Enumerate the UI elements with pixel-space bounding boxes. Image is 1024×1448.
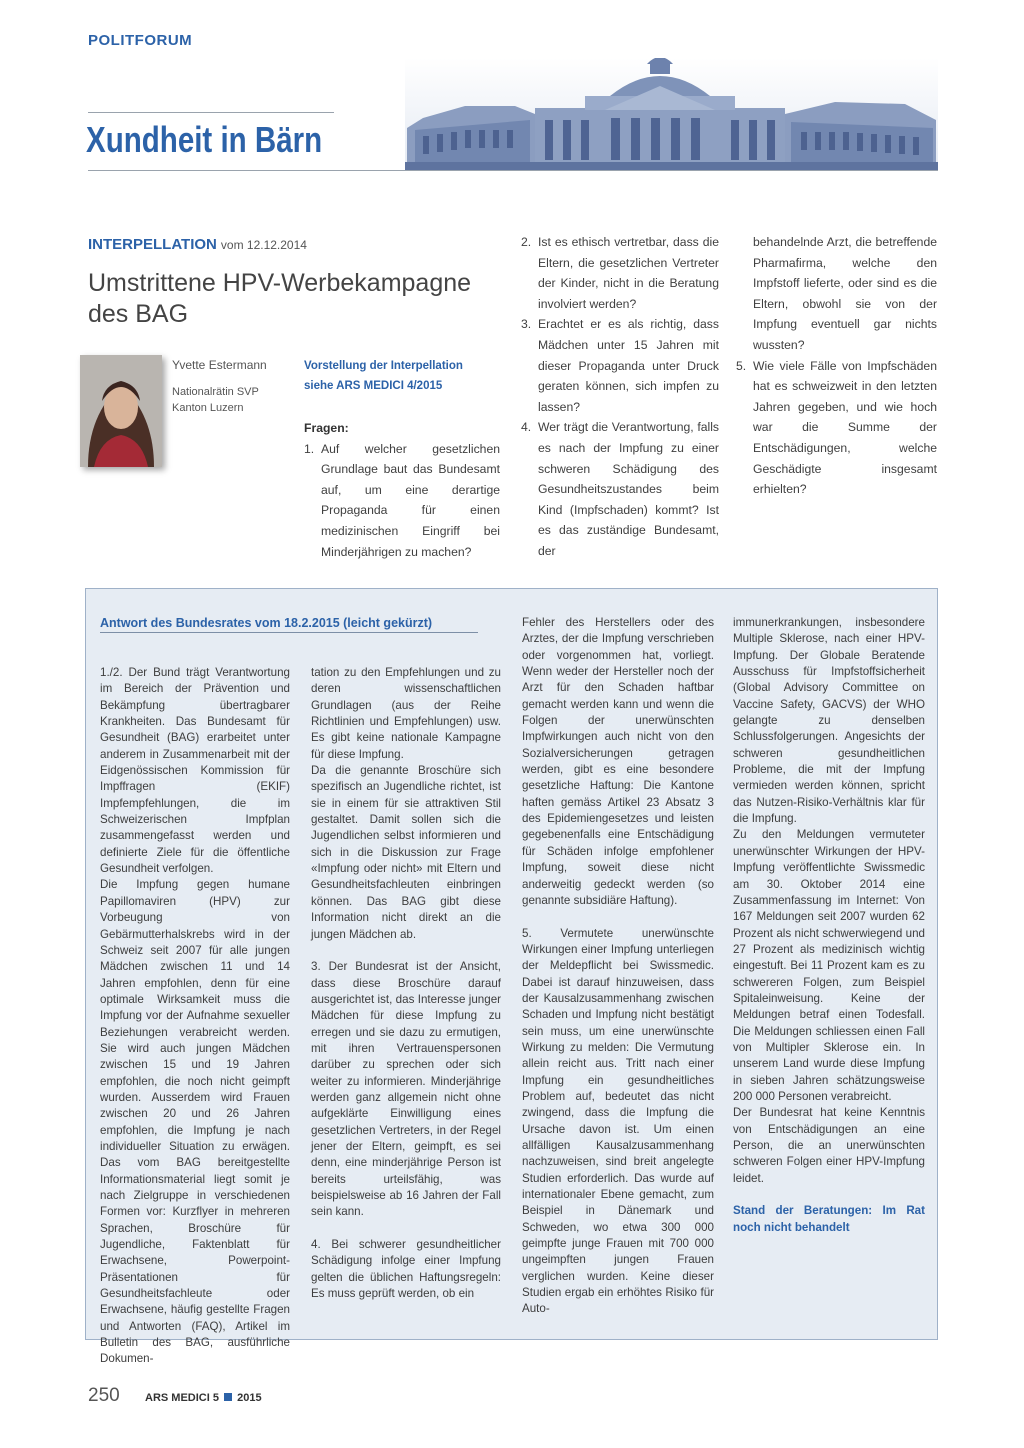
title-rule [88, 112, 334, 113]
question-list-3 [736, 356, 937, 500]
page-title: Xundheit in Bärn [86, 119, 323, 160]
question-column-1 [304, 418, 500, 562]
interpellation-intro [304, 356, 504, 396]
section-label: POLITFORUM [88, 32, 193, 49]
answer-paragraph: Fehler des Herstellers oder des Arztes, der die Impfung verschrieben oder vorgenommen hat, vorliegt. Wenn weder der Hersteller noch der Arzt für den Schaden haftbar gemacht werden kann und wenn die Folgen der unerwünschten Impfwirkungen auch nicht von den Sozialversicherungen getragen werden, gibt es eine besondere gesetzliche Haftung: Die Kantone haften gemäss Artikel 23 Absatz 3 des Epidemiengesetzes und leisten gegebenenfalls eine Entschädigung für Schäden infolge empfohlener Impfung, soweit diese nicht anderweitig gedeckt werden (so genannte subsidiäre Haftung). [522, 616, 714, 907]
question-list-1 [304, 439, 500, 563]
list-item: 1. Auf welcher gesetzlichen Grundlage baut das Bundesamt auf, um eine derartige Propaganda für einen medizinischen Eingriff bei Minderjährigen zu machen? [304, 441, 500, 559]
intro-line1: Vorstellung der Interpellation [304, 360, 463, 372]
interpellation-date: vom 12.12.2014 [220, 238, 307, 252]
list-item: 2. Ist es ethisch vertretbar, dass die Eltern, die gesetzlichen Vertreter der Kinder, nicht in die Beratung involviert werden? [521, 235, 719, 311]
answer-paragraph: Zu den Meldungen vermuteter unerwünschter Wirkungen der HPV-Impfung veröffentlichte Swissmedic am 30. Oktober 2014 eine Zusammenfassung im Internet: Von 167 Meldungen seit 2007 wurden 62 Prozent als nicht schwerwiegend und 27 Prozent als medizinisch wichtig eingestuft. Bei 11 Prozent kam es zu schwereren Folgen, zum Beispiel Spitaleinweisung. Keine der Meldungen betraf einen Todesfall. Die Meldungen schliessen einen Fall von Multipler Sklerose ein. In unserem Land wurde diese Impfung in sieben Jahren schätzungsweise 200 000 Personen verabreicht. [733, 828, 925, 1103]
answer-heading: Antwort des Bundesrates vom 18.2.2015 (leicht gekürzt) [100, 616, 433, 630]
answer-paragraph: 5. Vermutete unerwünschte Wirkungen einer Impfung unterliegen der Meldepflicht bei Swissmedic. Dabei ist darauf hinzuweisen, dass der Kausalzusammenhang zwischen Schaden und Impfung nicht bestätigt sein muss, um eine unerwünschte Wirkung zu melden: Die Vermutung allein reicht aus. Tritt nach einer Impfung ein gesundheitliches Problem auf, bedeutet das nicht zwingend, dass die Impfung die Ursache davon ist. Um einen allfälligen Kausalzusammenhang nachzuweisen, sind breit angelegte Studien erforderlich. Das wurde auf internationaler Ebene gemacht, zum Beispiel in Dänemark und Schweden, wo etwa 300 000 geimpfte junge Frauen mit 700 000 ungeimpften jungen Frauen verglichen wurden. Keine dieser Studien ergab ein erhöhtes Risiko für Auto- [522, 926, 714, 1316]
question-column-2 [521, 232, 719, 562]
question-column-3 [736, 232, 937, 500]
questions-label: Fragen: [304, 421, 349, 435]
author-role-canton: Kanton Luzern [172, 402, 244, 414]
question-list-2 [521, 232, 719, 562]
author-role-party: Nationalrätin SVP [172, 386, 259, 398]
journal-name: ARS MEDICI 5 [145, 1392, 219, 1404]
journal-year: 2015 [237, 1392, 262, 1404]
header-bottom-rule [88, 170, 938, 171]
page-number: 250 [88, 1385, 120, 1406]
deliberation-status: Stand der Beratungen: Im Rat noch nicht behandelt [733, 1204, 925, 1234]
interpellation-label [88, 236, 307, 253]
intro-line2: siehe ARS MEDICI 4/2015 [304, 380, 443, 392]
answer-column-3 [522, 615, 714, 1318]
list-item: 4. Wer trägt die Verantwortung, falls es nach der Impfung zu einer schweren Schädigung des Gesundheitszustandes beim Kind (Impfschaden) kommt? Ist es das zuständige Bundesamt, der [521, 420, 719, 558]
answer-paragraph: Der Bundesrat hat keine Kenntnis von Entschädigungen an eine Person, die an unerwünschten schweren Folgen einer HPV-Impfung leidet. [733, 1106, 925, 1185]
answer-heading-rule [100, 632, 478, 633]
separator-square-icon [224, 1393, 232, 1401]
answer-paragraph: 4. Bei schwerer gesundheitlicher Schädigung infolge einer Impfung gelten die üblichen Haftungsregeln: Es muss geprüft werden, ob ein [311, 1238, 501, 1301]
answer-paragraph: tation zu den Empfehlungen und zu deren wissenschaftlichen Grundlagen (aus der Reihe Richtlinien und Empfehlungen) usw. Es gibt keine nationale Kampagne für diese Impfung. [311, 666, 501, 761]
list-item: 5. Wie viele Fälle von Impfschäden hat es schweizweit in den letzten Jahren gegeben, und wie hoch war die Summe der Entschädigungen, welche Geschädigte insgesamt erhielten? [736, 358, 937, 497]
author-role [172, 384, 259, 416]
answer-column-2 [311, 665, 501, 1302]
author-photo [80, 355, 162, 467]
answer-paragraph: Die Impfung gegen humane Papillomaviren (HPV) zur Vorbeugung von Gebärmutterhalskrebs wird in der Schweiz seit 2007 für alle jungen Mädchen zwischen 11 und 14 Jahren empfohlen, denn für eine optimale Wirksamkeit muss die Impfung vor der Aufnahme sexueller Beziehungen verabreicht werden. Sie wird auch jungen Mädchen zwischen 15 und 19 Jahren empfohlen, die noch nicht geimpft wurden. Ausserdem wird Frauen zwischen 20 und 26 Jahren empfohlen, die Impfung je nach individueller Situation zu erwägen. Das vom BAG bereitgestellte Informationsmaterial liegt somit je nach Zielgruppe in verschiedenen Formen vor: Kurzflyer in mehreren Sprachen, Broschüre für Jugendliche, Faktenblatt für Erwachsene, Powerpoint-Präsentationen für Gesundheitsfachleute oder Erwachsene, häufig gestellte Fragen und Antworten (FAQ), Artikel im Bulletin des BAG, ausführliche Dokumen- [100, 878, 290, 1366]
journal-reference [145, 1392, 262, 1404]
interpellation-kind: INTERPELLATION [88, 236, 217, 253]
answer-column-1 [100, 665, 290, 1368]
article-headline: Umstrittene HPV-Werbekampagne des BAG [88, 269, 472, 328]
answer-paragraph: immunerkrankungen, insbesondere Multiple Sklerose, nach einer HPV-Impfung. Der Globale Beratende Ausschuss für Impfstoffsicherheit (Global Advisory Committee on Vaccine Safety, GACVS) der WHO gelangte zu denselben Schlussfolgerungen. Angesichts der schweren gesundheitlichen Probleme, die mit der Impfung vermieden werden können, spricht das Nutzen-Risiko-Verhältnis klar für die Impfung. [733, 616, 925, 826]
answer-paragraph: 3. Der Bundesrat ist der Ansicht, dass diese Broschüre darauf ausgerichtet ist, das Interesse junger Mädchen für diese Impfung zu erregen und sie dazu zu ermutigen, mit ihren Vertrauenspersonen darüber zu sprechen oder sich weiter zu informieren. Minderjährige werden ganz allgemein nicht ohne aufgeklärte Einwilligung eines gesetzlichen Vertreters, in der Regel jener der Eltern, geimpft, es sei denn, eine minderjährige Person ist bereits urteilsfähig, was beispielsweise ab 16 Jahren der Fall sein kann. [311, 960, 501, 1219]
list-item: 3. Erachtet er es als richtig, dass Mädchen unter 15 Jahren mit dieser Propaganda unter Druck geraten können, sich impfen zu lassen? [521, 317, 719, 414]
portrait-image [80, 355, 162, 467]
parliament-building-image [405, 58, 938, 171]
question-4-continuation: behandelnde Arzt, die betreffende Pharmafirma, welche den Impfstoff lieferte, oder sind es die Eltern, obwohl sie von der Impfung eventuell gar nichts wussten? [753, 235, 937, 352]
author-name: Yvette Estermann [172, 358, 267, 372]
answer-paragraph: Da die genannte Broschüre sich spezifisch an Jugendliche richtet, ist sie in einem für sie attraktiven Stil gestaltet. Damit sollen sich die Jugendlichen selbst informieren und sich in die Diskussion zur Frage «Impfung oder nicht» mit Eltern und Gesundheitsfachleuten einbringen können. Das BAG gibt diese Information nicht direkt an die jungen Mädchen ab. [311, 764, 501, 941]
answer-column-4 [733, 615, 925, 1236]
answer-paragraph: 1./2. Der Bund trägt Verantwortung im Bereich der Prävention und Bekämpfung übertragbarer Krankheiten. Das Bundesamt für Gesundheit (BAG) erarbeitet unter anderem in Zusammenarbeit mit der Eidgenössischen Kommission für Impffragen (EKIF) Impfempfehlungen, die im Schweizerischen Impfplan zusammengefasst werden und definierte Ziele für die öffentliche Gesundheit verfolgen. [100, 666, 290, 876]
